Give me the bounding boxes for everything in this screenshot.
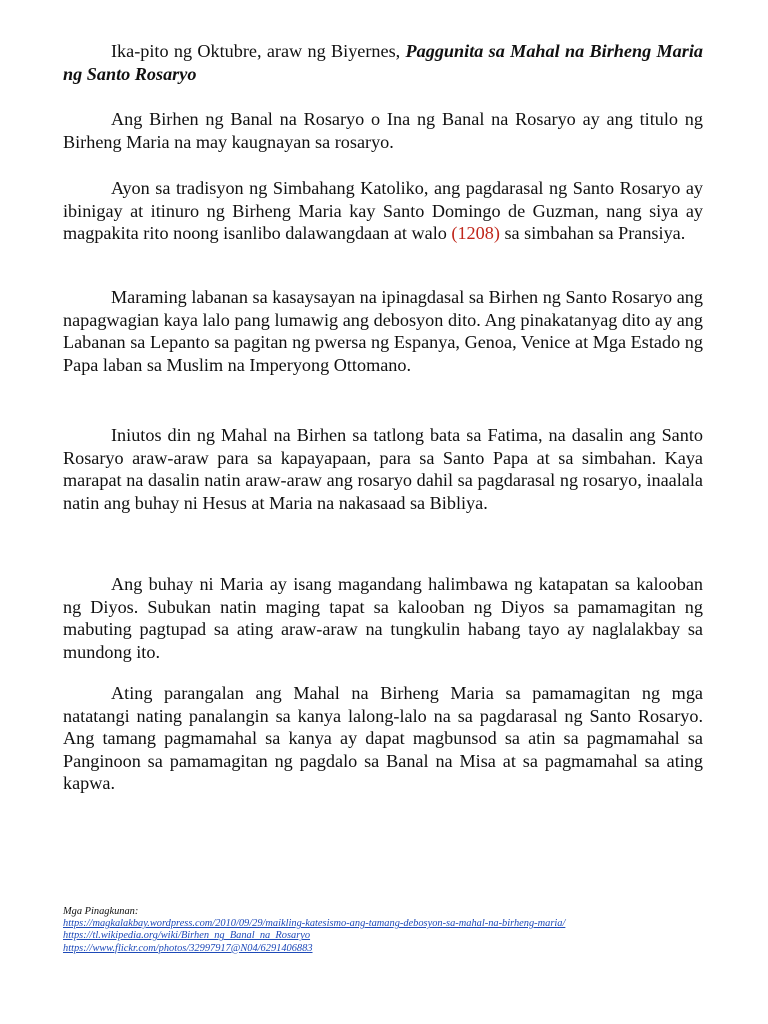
paragraph-honor [63, 682, 703, 795]
paragraph-text: Ang buhay ni Maria ay isang magandang halimbawa ng katapatan sa kalooban ng Diyos. Subukan natin maging tapat sa kalooban ng Diyos sa pamamagitan ng mabuting pagtupad sa ating araw-araw na tungkulin habang tayo ay naglalakbay sa mundong ito. [63, 574, 703, 662]
paragraph-tradition [63, 177, 703, 245]
paragraph-battles [63, 286, 703, 376]
source-link[interactable]: https://www.flickr.com/photos/32997917@N04/6291406883 [63, 942, 313, 954]
intro-text: Ika-pito ng Oktubre, araw ng Biyernes, [111, 41, 406, 61]
year-highlight: (1208) [451, 223, 500, 244]
paragraph-text: Ang Birhen ng Banal na Rosaryo o Ina ng Banal na Rosaryo ay ang titulo ng Birheng Maria na may kaugnayan sa rosaryo. [63, 109, 703, 152]
paragraph-text: Maraming labanan sa kasaysayan na ipinagdasal sa Birhen ng Santo Rosaryo ang napagwagian kaya lalo pang lumawig ang debosyon dito. Ang pinakatanyag dito ay ang Labanan sa Lepanto sa pagitan ng pwersa ng Espanya, Genoa, Venice at Mga Estado ng Papa laban sa Muslim na Imperyong Ottomano. [63, 287, 703, 375]
paragraph-text: Ating parangalan ang Mahal na Birheng Maria sa pamamagitan ng mga natatangi nating panalangin sa kanya lalong-lalo na sa pagdarasal ng Santo Rosaryo. Ang tamang pagmamahal sa kanya ay dapat magbunsod sa atin sa pagmamahal sa Panginoon sa pamamagitan ng pagdalo sa Banal na Misa at sa pagmamahal sa ating kapwa. [63, 683, 703, 794]
paragraph-fatima [63, 424, 703, 514]
sources-label: Mga Pinagkunan: [63, 906, 139, 917]
paragraph-title-definition [63, 108, 703, 153]
source-link[interactable]: https://magkalakbay.wordpress.com/2010/09/29/maikling-katesismo-ang-tamang-debosyon-sa-mahal-na-birheng-maria/ [63, 918, 566, 930]
paragraph-text: Iniutos din ng Mahal na Birhen sa tatlong bata sa Fatima, na dasalin ang Santo Rosaryo araw-araw para sa kapayapaan, para sa Santo Papa at sa simbahan. Kaya marapat na dasalin natin araw-araw ang rosaryo dahil sa pagdarasal ng rosaryo, inaalala natin ang buhay ni Hesus at Maria na nakasaad sa Bibliya. [63, 425, 703, 513]
paragraph-text: sa simbahan sa Pransiya. [499, 223, 686, 244]
source-link[interactable]: https://tl.wikipedia.org/wiki/Birhen_ng_Banal_na_Rosaryo [63, 930, 311, 942]
paragraph-text: Ayon sa tradisyon ng Simbahang Katoliko, ang pagdarasal ng Santo Rosaryo ay ibinigay at itinuro ng Birheng Maria kay Santo Domingo de Guzman, nang siya ay magpakita rito noong isanlibo dalawangdaan at walo [63, 178, 703, 244]
sources-block [63, 906, 743, 955]
paragraph-intro [63, 40, 703, 85]
paragraph-example [63, 573, 703, 663]
feast-title: Paggunita sa Mahal na Birheng Maria ng Santo Rosaryo [63, 41, 703, 84]
